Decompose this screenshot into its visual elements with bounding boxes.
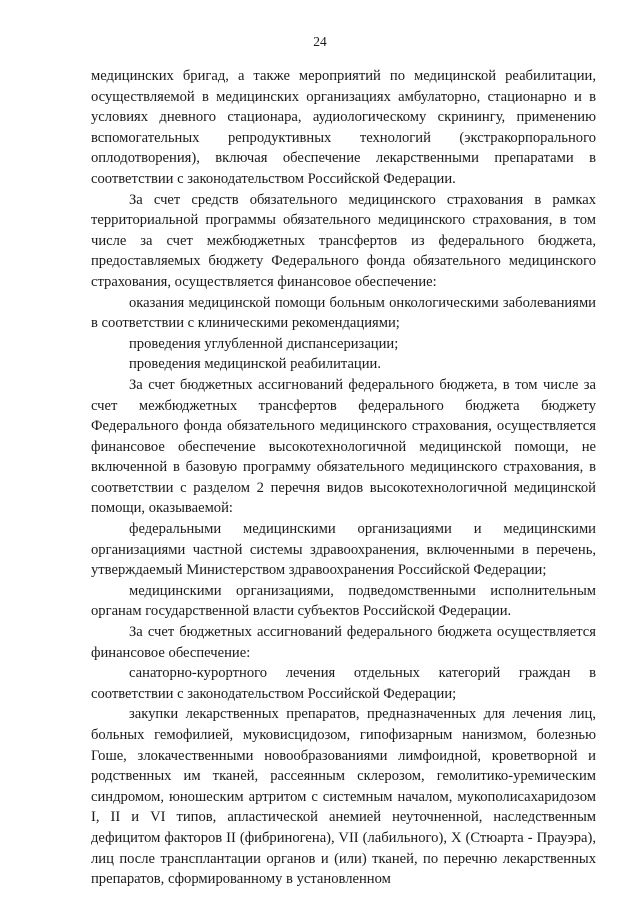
paragraph: За счет средств обязательного медицинского страхования в рамках территориальной программы обязательного медицинского страхования, в том числе за счет межбюджетных трансфертов из федерального бюджета, предоставляемых бюджету Федерального фонда обязательного медицинского страхования, осуществляется финансовое обеспечение: [91, 191, 596, 290]
paragraph: оказания медицинской помощи больным онкологическими заболеваниями в соответствии с клиническими рекомендациями; [91, 294, 596, 332]
paragraph: федеральными медицинскими организациями и медицинскими организациями частной системы здравоохранения, включенными в перечень, утверждаемый Министерством здравоохранения Российской Федерации; [91, 521, 596, 579]
paragraph: закупки лекарственных препаратов, предназначенных для лечения лиц, больных гемофилией, муковисцидозом, гипофизарным нанизмом, болезнью Гоше, злокачественными новообразованиями лимфоидной, кроветворной и родственных им тканей, рассеянным склерозом, гемолитико-уремическим синдромом, юношеским артритом с системным началом, мукополисахаридозом I, II и VI типов, апластической анемией неуточненной, наследственным дефицитом факторов II (фибриногена), VII (лабильного), X (Стюарта - Прауэра), лиц после трансплантации органов и (или) тканей, по перечню лекарственных препаратов, сформированному в установленном [91, 706, 596, 888]
paragraph: медицинских бригад, а также мероприятий по медицинской реабилитации, осуществляемой в медицинских организациях амбулаторно, стационарно и в условиях дневного стационара, аудиологическому скринингу, применению вспомогательных репродуктивных технологий (экстракорпорального оплодотворения), включая обеспечение лекарственными препаратами в соответствии с законодательством Российской Федерации. [91, 68, 596, 187]
paragraph: проведения углубленной диспансеризации; [129, 335, 399, 352]
paragraph: санаторно-курортного лечения отдельных категорий граждан в соответствии с законодательством Российской Федерации; [91, 665, 596, 702]
paragraph: За счет бюджетных ассигнований федерального бюджета осуществляется финансовое обеспечение: [91, 624, 596, 661]
paragraph: медицинскими организациями, подведомственными исполнительным органам государственной власти субъектов Российской Федерации. [91, 582, 596, 620]
paragraph: За счет бюджетных ассигнований федерального бюджета, в том числе за счет межбюджетных трансфертов федерального бюджета бюджету Федерального фонда обязательного медицинского страхования, осуществляется финансовое обеспечение высокотехнологичной медицинской помощи, не включенной в базовую программу обязательного медицинского страхования, в соответствии с разделом 2 перечня видов высокотехнологичной медицинской помощи, оказываемой: [91, 376, 596, 517]
page-number: 24 [313, 34, 327, 49]
document-body [91, 66, 596, 890]
paragraph: проведения медицинской реабилитации. [129, 356, 382, 373]
